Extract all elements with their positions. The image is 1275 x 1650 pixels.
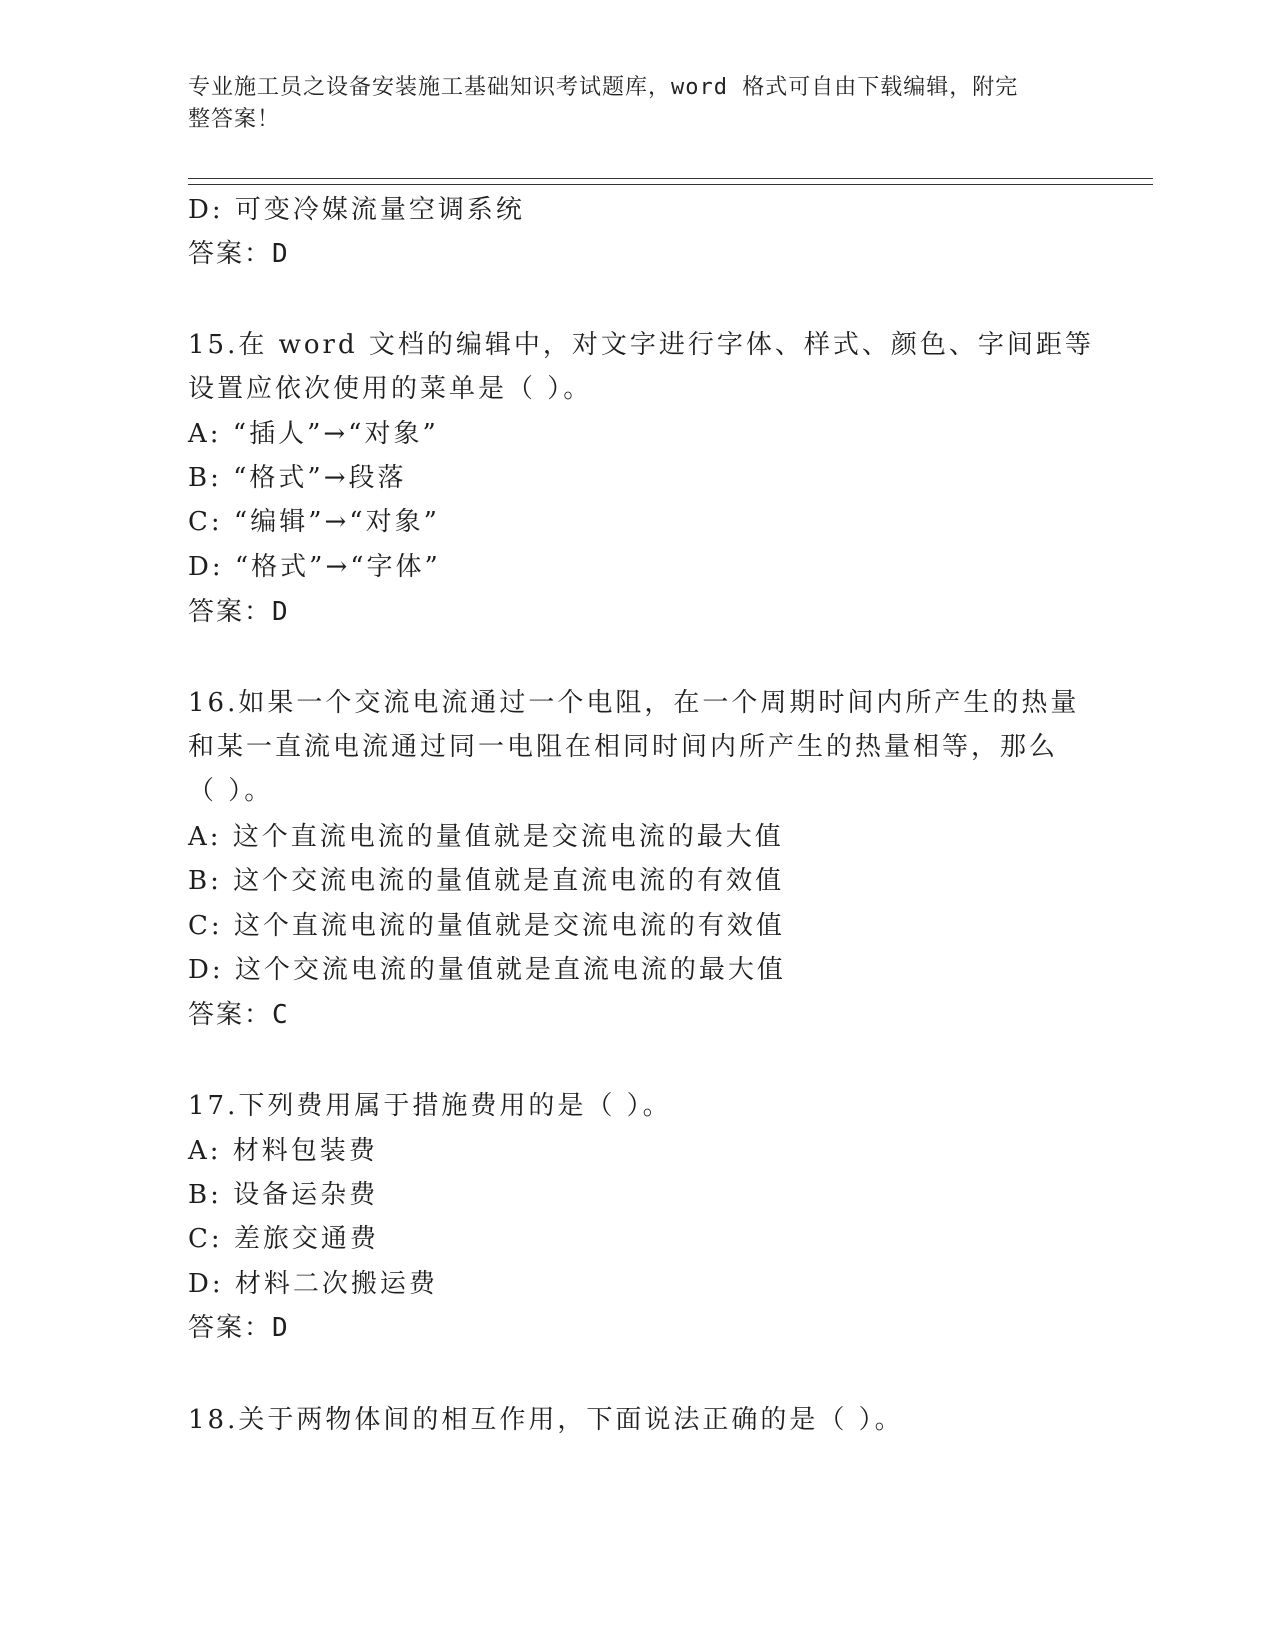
q15-option-c: C: “编辑”→“对象” bbox=[188, 507, 440, 537]
q15-option-d: D: “格式”→“字体” bbox=[188, 552, 441, 582]
q16-option-d: D: 这个交流电流的量值就是直流电流的最大值 bbox=[188, 955, 786, 985]
question-16-line-2: 和某一直流电流通过同一电阻在相同时间内所产生的热量相等，那么 bbox=[188, 732, 1059, 762]
answer-prev: 答案：D bbox=[188, 239, 290, 269]
question-17-line-1: 17.下列费用属于措施费用的是（ ）。 bbox=[188, 1091, 672, 1121]
question-16-line-1: 16.如果一个交流电流通过一个电阻，在一个周期时间内所产生的热量 bbox=[188, 688, 1080, 718]
q15-answer: 答案：D bbox=[188, 597, 290, 627]
q17-answer: 答案：D bbox=[188, 1313, 290, 1343]
q17-option-d: D: 材料二次搬运费 bbox=[188, 1269, 438, 1299]
header-rule-bottom bbox=[188, 184, 1153, 185]
question-18-line-1: 18.关于两物体间的相互作用，下面说法正确的是（ ）。 bbox=[188, 1405, 904, 1435]
q16-answer: 答案：C bbox=[188, 1000, 290, 1030]
document-header bbox=[188, 72, 1068, 136]
question-15-line-1: 15.在 word 文档的编辑中，对文字进行字体、样式、颜色、字间距等 bbox=[188, 330, 1094, 360]
q17-option-c: C: 差旅交通费 bbox=[188, 1224, 379, 1254]
question-15-line-2: 设置应依次使用的菜单是（ ）。 bbox=[188, 374, 593, 404]
q16-option-a: A: 这个直流电流的量值就是交流电流的最大值 bbox=[188, 822, 784, 852]
header-line-1: 专业施工员之设备安装施工基础知识考试题库，word 格式可自由下载编辑，附完 bbox=[188, 75, 1019, 100]
header-line-2: 整答案！ bbox=[188, 107, 281, 132]
question-16-line-3: （ ）。 bbox=[188, 776, 274, 806]
q16-option-b: B: 这个交流电流的量值就是直流电流的有效值 bbox=[188, 866, 785, 896]
q17-option-b: B: 设备运杂费 bbox=[188, 1180, 379, 1210]
header-rule-top bbox=[188, 178, 1153, 179]
q15-option-a: A: “插人”→“对象” bbox=[188, 419, 439, 449]
q15-option-b: B: “格式”→段落 bbox=[188, 463, 407, 493]
q16-option-c: C: 这个直流电流的量值就是交流电流的有效值 bbox=[188, 911, 785, 941]
option-d-prev: D: 可变冷媒流量空调系统 bbox=[188, 195, 525, 225]
q17-option-a: A: 材料包装费 bbox=[188, 1136, 378, 1166]
